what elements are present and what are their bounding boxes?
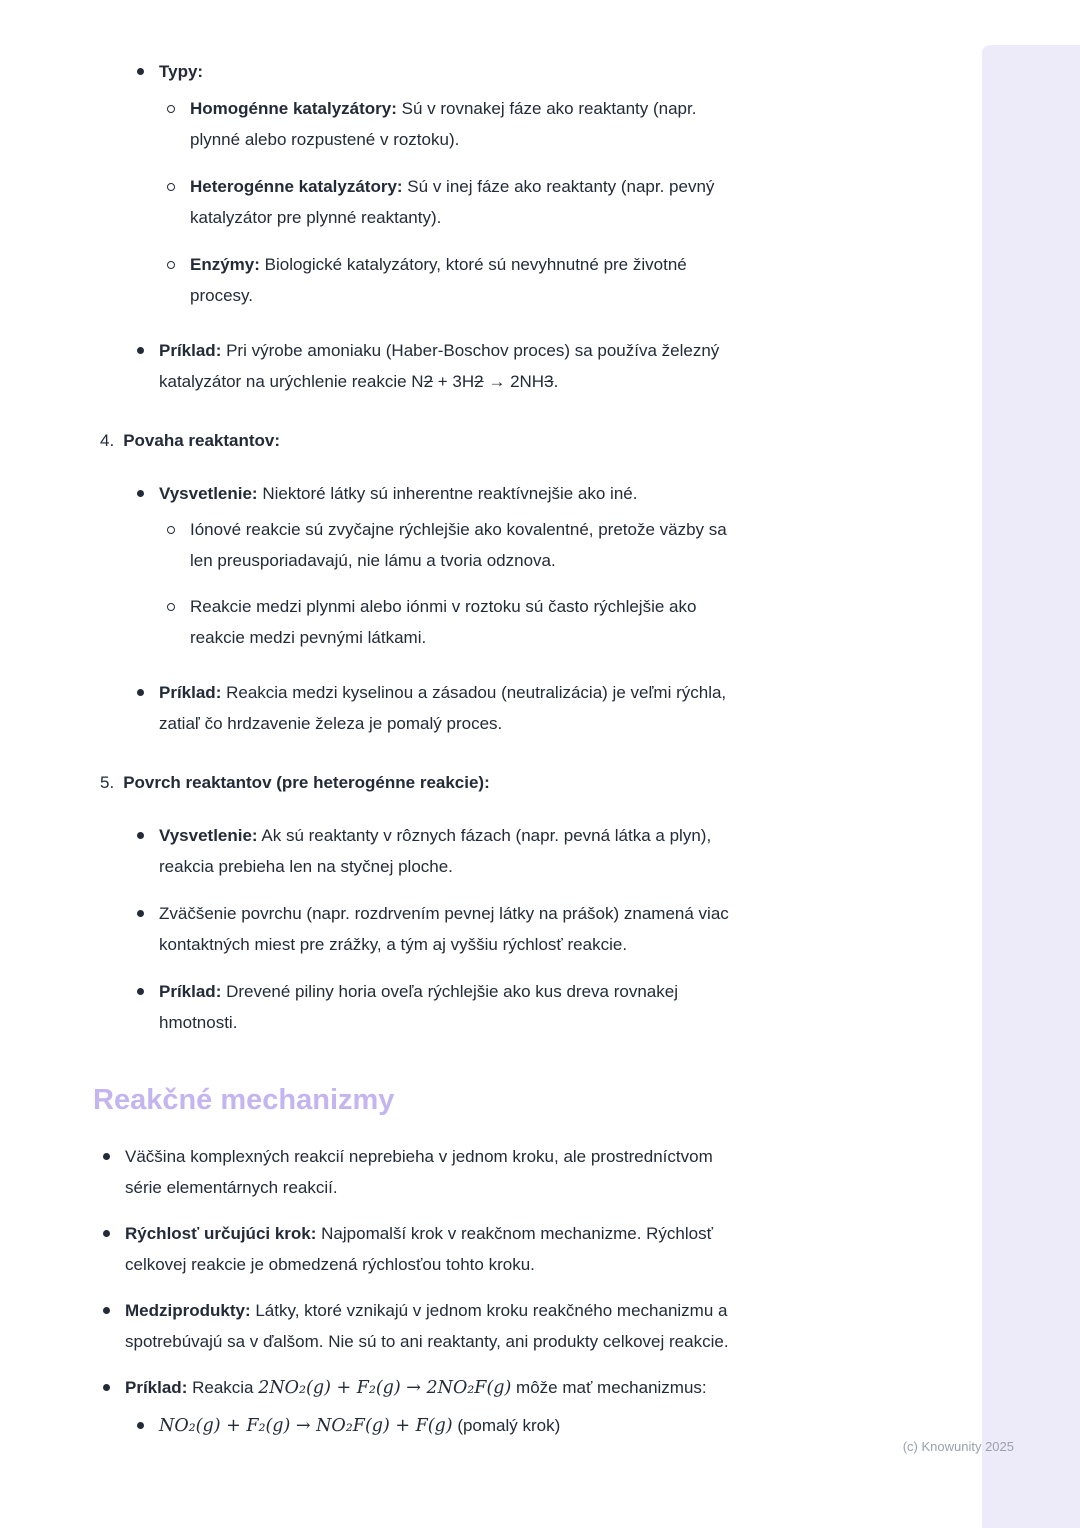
circle-bullet-icon (167, 526, 175, 534)
bullet-item (93, 677, 853, 739)
text-run: Niektoré látky sú inherentne reaktívnejšie ako iné. (257, 484, 638, 503)
bullet-text (190, 249, 750, 311)
math-formula: NO₂(g) + F₂(g) → NO₂F(g) + F(g) (159, 1416, 453, 1436)
text-run: Reakcie medzi plynmi alebo iónmi v roztoku sú často rýchlejšie ako reakcie medzi pevnými látkami. (190, 597, 697, 647)
disc-bullet-icon (137, 490, 144, 497)
disc-bullet-icon (103, 1307, 110, 1314)
text-run: Vysvetlenie: (159, 484, 258, 503)
text-run: Heterogénne katalyzátory: (190, 177, 403, 196)
text-run: Najpomalší krok v reakčnom mechanizme. Rýchlosť celkovej reakcie je obmedzená rýchlosťou tohto kroku. (125, 1224, 713, 1274)
text-run: Sú v rovnakej fáze ako reaktanty (napr. plynné alebo rozpustené v roztoku). (190, 99, 697, 149)
text-run: Príklad: (159, 982, 222, 1001)
text-run: 2 (423, 372, 434, 391)
text-run: Vysvetlenie: (159, 826, 258, 845)
circle-bullet-icon (167, 183, 175, 191)
document-content (93, 56, 853, 1442)
bullet-text (125, 1141, 730, 1203)
bullet-text (125, 1218, 730, 1280)
text-run: Látky, ktoré vznikajú v jednom kroku reakčného mechanizmu a spotrebúvajú sa v ďalšom. Nie sú to ani reaktanty, ani produkty celkovej reakcie. (125, 1301, 729, 1351)
text-run: Reakcia (187, 1378, 259, 1397)
text-run: Povrch reaktantov (pre heterogénne reakcie): (123, 773, 490, 792)
text-run: → 2NH (483, 372, 545, 391)
disc-bullet-icon (137, 988, 144, 995)
watermark: (c) Knowunity 2025 (902, 1439, 1014, 1454)
numbered-item-5 (93, 767, 853, 798)
bullet-item (93, 93, 853, 155)
text-run: Príklad: (159, 683, 222, 702)
text-run: Drevené piliny horia oveľa rýchlejšie ako kus dreva rovnakej hmotnosti. (159, 982, 678, 1032)
text-run: 2 (474, 372, 484, 391)
bullet-item (93, 1295, 853, 1357)
bullet-text (190, 93, 750, 155)
text-run: Typy: (159, 62, 204, 81)
text-run: Príklad: (159, 341, 222, 360)
bullet-item (93, 56, 853, 87)
disc-bullet-icon (103, 1384, 110, 1391)
bullet-item (93, 1372, 853, 1404)
disc-bullet-icon (137, 689, 144, 696)
bullet-item (93, 591, 853, 653)
text-run: môže mať mechanizmus: (511, 1378, 707, 1397)
side-strip (982, 45, 1080, 1528)
bullet-item (93, 249, 853, 311)
bullet-item (93, 478, 853, 509)
item-number: 4. (100, 431, 115, 450)
disc-bullet-icon (137, 68, 144, 75)
text-run: 3 (544, 372, 554, 391)
item-text (123, 767, 490, 798)
bullet-item (93, 514, 853, 576)
bullet-item (93, 1410, 853, 1442)
text-run: Povaha reaktantov: (123, 431, 281, 450)
bullet-text (190, 591, 750, 653)
circle-bullet-icon (167, 603, 175, 611)
bullet-text (125, 1372, 707, 1404)
bullet-item (93, 820, 853, 882)
circle-bullet-icon (167, 261, 175, 269)
bullet-text (159, 56, 203, 87)
circle-bullet-icon (167, 105, 175, 113)
text-run: Medziprodukty: (125, 1301, 251, 1320)
disc-bullet-icon (103, 1153, 110, 1160)
disc-bullet-icon (103, 1230, 110, 1237)
item-number: 5. (100, 773, 115, 792)
bullet-item (93, 898, 853, 960)
text-run: Reakcia medzi kyselinou a zásadou (neutralizácia) je veľmi rýchla, zatiaľ čo hrdzavenie železa je pomalý proces. (159, 683, 727, 733)
bullet-text (159, 478, 637, 509)
disc-bullet-icon (137, 910, 144, 917)
bullet-item (93, 1218, 853, 1280)
bullet-text (159, 976, 759, 1038)
text-run: Rýchlosť určujúci krok: (125, 1224, 317, 1243)
math-formula: 2NO₂(g) + F₂(g) → 2NO₂F(g) (258, 1378, 512, 1398)
bullet-text (190, 514, 750, 576)
text-run: + 3H (433, 372, 475, 391)
item-text (123, 425, 280, 456)
disc-bullet-icon (137, 832, 144, 839)
text-run: Zväčšenie povrchu (napr. rozdrvením pevnej látky na prášok) znamená viac kontaktných miest pre zrážky, a tým aj vyššiu rýchlosť reakcie. (159, 904, 729, 954)
bullet-item (93, 171, 853, 233)
disc-bullet-icon (137, 1422, 144, 1429)
bullet-item (93, 335, 853, 397)
text-run: Príklad: (125, 1378, 188, 1397)
text-run: Väčšina komplexných reakcií neprebieha v jednom kroku, ale prostredníctvom série elementárnych reakcií. (125, 1147, 713, 1197)
text-run: Enzýmy: (190, 255, 260, 274)
bullet-text (125, 1295, 730, 1357)
section-heading: Reakčné mechanizmy (93, 1084, 395, 1116)
bullet-text (159, 1410, 560, 1442)
bullet-item (93, 1141, 853, 1203)
bullet-item (93, 976, 853, 1038)
text-run: (pomalý krok) (452, 1416, 561, 1435)
text-run: Pri výrobe amoniaku (Haber-Boschov proces) sa používa železný katalyzátor na urýchlenie reakcie N (159, 341, 720, 391)
bullet-text (159, 820, 759, 882)
text-run: Homogénne katalyzátory: (190, 99, 397, 118)
text-run: Iónové reakcie sú zvyčajne rýchlejšie ako kovalentné, pretože väzby sa len preusporiadavajú, nie lámu a tvoria odznova. (190, 520, 727, 570)
text-run: Sú v inej fáze ako reaktanty (napr. pevný katalyzátor pre plynné reaktanty). (190, 177, 715, 227)
text-run: . (553, 372, 559, 391)
bullet-text (190, 171, 750, 233)
text-run: Ak sú reaktanty v rôznych fázach (napr. pevná látka a plyn), reakcia prebieha len na styčnej ploche. (159, 826, 712, 876)
numbered-item-4 (93, 425, 853, 456)
bullet-text (159, 677, 759, 739)
disc-bullet-icon (137, 347, 144, 354)
text-run: Biologické katalyzátory, ktoré sú nevyhnutné pre životné procesy. (190, 255, 687, 305)
bullet-text (159, 335, 759, 397)
bullet-text (159, 898, 759, 960)
